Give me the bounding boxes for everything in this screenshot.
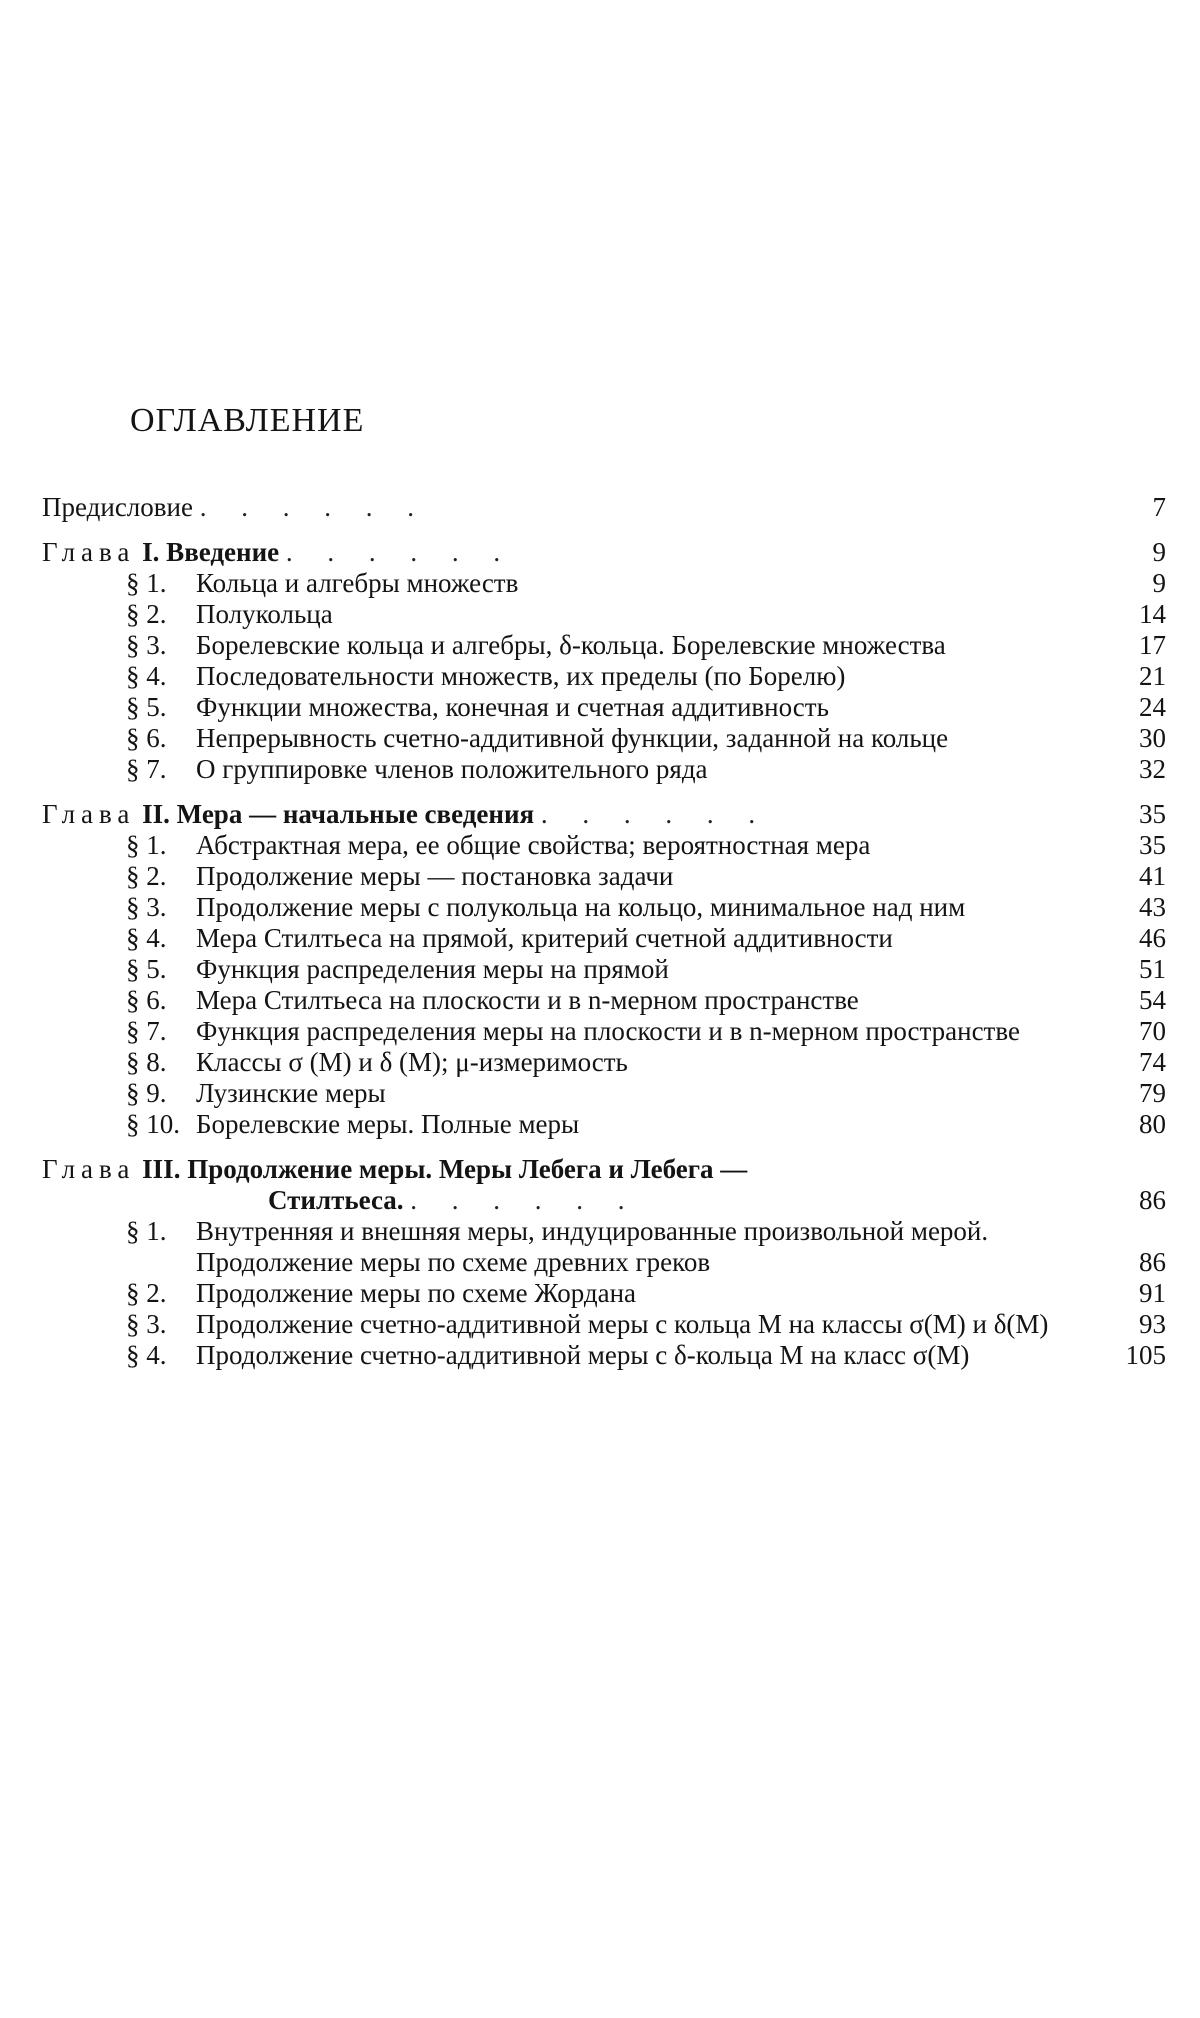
section-title: Продолжение счетно-аддитивной меры с δ-кольца M на класс σ(M): [196, 1340, 970, 1370]
section-title: Мера Стилтьеса на прямой, критерий счетной аддитивности: [196, 923, 893, 953]
toc-section: [42, 692, 1166, 723]
toc-section: [42, 1309, 1166, 1340]
section-number: § 7.: [126, 1016, 167, 1046]
section-page: 24: [1139, 692, 1166, 722]
toc-section: [42, 1340, 1166, 1371]
toc-section: [42, 1078, 1166, 1109]
toc-section: [42, 830, 1166, 861]
section-title: Последовательности множеств, их пределы (по Борелю): [196, 661, 846, 691]
toc-section: [42, 599, 1166, 630]
chapter-page: 9: [1152, 537, 1166, 567]
chapter-heading: [42, 799, 1166, 830]
section-title: Функция распределения меры на прямой: [196, 954, 669, 984]
chapter-label: Глава: [42, 799, 136, 829]
toc-section: [42, 754, 1166, 785]
section-page: 74: [1139, 1047, 1166, 1077]
chapter-title: II. Мера — начальные сведения: [142, 799, 535, 829]
toc-section: [42, 985, 1166, 1016]
section-title: О группировке членов положительного ряда: [196, 754, 708, 784]
chapter-title: III. Продолжение меры. Меры Лебега и Лебега —: [142, 1154, 748, 1184]
section-number: § 1.: [126, 1216, 167, 1246]
section-title: Продолжение меры — постановка задачи: [196, 861, 674, 891]
section-title: Абстрактная мера, ее общие свойства; вероятностная мера: [196, 830, 871, 860]
section-number: § 8.: [126, 1047, 167, 1077]
section-title: Непрерывность счетно-аддитивной функции, заданной на кольце: [196, 723, 949, 753]
chapter-3: [42, 1154, 1166, 1371]
section-number: § 4.: [126, 1340, 167, 1370]
section-number: § 2.: [126, 599, 167, 629]
chapter-page: 35: [1139, 799, 1166, 829]
section-number: § 3.: [126, 630, 167, 660]
section-page: 9: [1152, 568, 1166, 598]
section-page: 21: [1139, 661, 1166, 691]
toc-section: [42, 861, 1166, 892]
chapter-page: 86: [1139, 1185, 1166, 1215]
section-number: § 3.: [126, 892, 167, 922]
section-page: 14: [1139, 599, 1166, 629]
toc-section: [42, 1278, 1166, 1309]
section-page: 46: [1139, 923, 1166, 953]
chapter-title: I. Введение: [142, 537, 280, 567]
toc-section: [42, 630, 1166, 661]
section-title: Продолжение меры с полукольца на кольцо, минимальное над ним: [196, 892, 966, 922]
section-number: § 4.: [126, 923, 167, 953]
section-page: 43: [1139, 892, 1166, 922]
leader-dots: . . . . . .: [199, 492, 428, 522]
section-title: Продолжение счетно-аддитивной меры с кольца M на классы σ(M) и δ(M): [196, 1309, 1049, 1339]
toc-section: [42, 661, 1166, 692]
section-number: § 9.: [126, 1078, 167, 1108]
section-page: 54: [1139, 985, 1166, 1015]
toc-section: [42, 1109, 1166, 1140]
section-page: 86: [1139, 1247, 1166, 1277]
section-page: 17: [1139, 630, 1166, 660]
section-page: 70: [1139, 1016, 1166, 1046]
chapter-label: Глава: [42, 537, 136, 567]
section-title: Функция распределения меры на плоскости и в n-мерном пространстве: [196, 1016, 1020, 1046]
section-number: § 1.: [126, 830, 167, 860]
toc-section: [42, 954, 1166, 985]
chapter-title-line2: Стилтьеса.: [268, 1185, 404, 1215]
section-page: 32: [1139, 754, 1166, 784]
preface-label: Предисловие: [42, 492, 193, 522]
section-title: Кольца и алгебры множеств: [196, 568, 519, 598]
section-title: Борелевские меры. Полные меры: [196, 1109, 580, 1139]
section-title: Борелевские кольца и алгебры, δ-кольца. Борелевские множества: [196, 630, 946, 660]
section-number: § 5.: [126, 954, 167, 984]
leader-dots: . . . . . .: [540, 799, 770, 829]
toc-entry-preface: [42, 492, 1166, 523]
section-number: § 3.: [126, 1309, 167, 1339]
chapter-heading: [42, 1154, 1166, 1185]
section-title: Внутренняя и внешняя меры, индуцированные произвольной мерой. Продолжение меры по схеме древних греков: [196, 1216, 989, 1277]
chapter-heading-continued: [42, 1185, 1166, 1216]
section-page: 105: [1125, 1340, 1166, 1370]
section-number: § 6.: [126, 985, 167, 1015]
section-number: § 2.: [126, 1278, 167, 1308]
section-page: 51: [1139, 954, 1166, 984]
section-page: 41: [1139, 861, 1166, 891]
section-number: § 1.: [126, 568, 167, 598]
section-number: § 6.: [126, 723, 167, 753]
leader-dots: . . . . . .: [410, 1185, 639, 1215]
section-number: § 5.: [126, 692, 167, 722]
toc-section: [42, 568, 1166, 599]
toc-section: [42, 1047, 1166, 1078]
section-number: § 7.: [126, 754, 167, 784]
section-title: Мера Стилтьеса на плоскости и в n-мерном пространстве: [196, 985, 859, 1015]
section-title: Лузинские меры: [196, 1078, 386, 1108]
leader-dots: . . . . . .: [285, 537, 515, 567]
section-page: 91: [1139, 1278, 1166, 1308]
section-page: 80: [1139, 1109, 1166, 1139]
section-page: 93: [1139, 1309, 1166, 1339]
section-title: Классы σ (M) и δ (M); μ-измеримость: [196, 1047, 628, 1077]
chapter-heading: [42, 537, 1166, 568]
toc-section: [42, 1216, 1166, 1278]
toc-section: [42, 1016, 1166, 1047]
toc-section: [42, 923, 1166, 954]
toc-section: [42, 892, 1166, 923]
section-title: Функции множества, конечная и счетная аддитивность: [196, 692, 829, 722]
section-page: 35: [1139, 830, 1166, 860]
page-title: ОГЛАВЛЕНИЕ: [130, 402, 365, 439]
chapter-label: Глава: [42, 1154, 136, 1184]
chapter-2: [42, 799, 1166, 1140]
section-number: § 2.: [126, 861, 167, 891]
preface-page: 7: [1152, 492, 1166, 522]
table-of-contents: [42, 492, 1166, 1371]
section-page: 30: [1139, 723, 1166, 753]
section-title: Полукольца: [196, 599, 333, 629]
section-number: § 4.: [126, 661, 167, 691]
chapter-1: [42, 537, 1166, 785]
toc-section: [42, 723, 1166, 754]
section-number: § 10.: [126, 1109, 180, 1139]
section-title: Продолжение меры по схеме Жордана: [196, 1278, 637, 1308]
section-page: 79: [1139, 1078, 1166, 1108]
